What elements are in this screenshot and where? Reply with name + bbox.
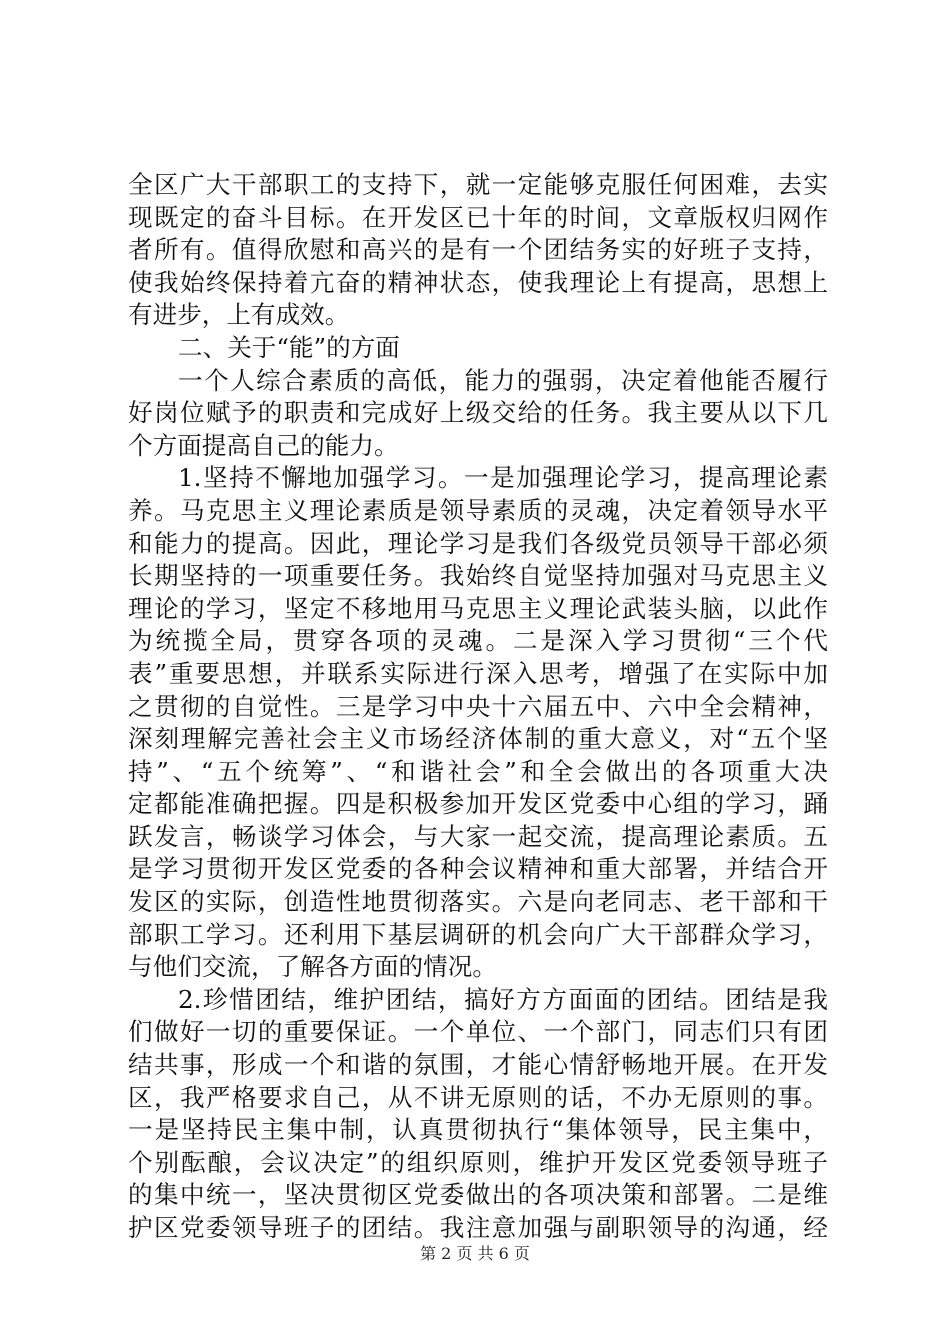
text-line: 现既定的奋斗目标。在开发区已十年的时间，文章版权归网作 bbox=[128, 202, 828, 232]
text-line: 发区的实际，创造性地贯彻落实。六是向老同志、老干部和干 bbox=[128, 887, 828, 917]
text-line: 长期坚持的一项重要任务。我始终自觉坚持加强对马克思主义 bbox=[128, 561, 828, 591]
body-text bbox=[128, 169, 828, 1245]
text-line: 和能力的提高。因此，理论学习是我们各级党员领导干部必须 bbox=[128, 528, 828, 558]
text-line: 者所有。值得欣慰和高兴的是有一个团结务实的好班子支持， bbox=[128, 235, 828, 265]
text-line: 1.坚持不懈地加强学习。一是加强理论学习，提高理论素 bbox=[178, 463, 828, 493]
text-line: 好岗位赋予的职责和完成好上级交给的任务。我主要从以下几 bbox=[128, 398, 828, 428]
text-line: 的集中统一，坚决贯彻区党委做出的各项决策和部署。二是维 bbox=[128, 1180, 828, 1210]
page-footer: 第 2 页 共 6 页 bbox=[420, 1244, 530, 1263]
text-line: 2.珍惜团结，维护团结，搞好方方面面的团结。团结是我 bbox=[178, 984, 828, 1014]
text-line: 二、关于“能”的方面 bbox=[178, 332, 400, 362]
text-line: 一是坚持民主集中制，认真贯彻执行“集体领导，民主集中， bbox=[128, 1115, 828, 1145]
text-line: 之贯彻的自觉性。三是学习中央十六届五中、六中全会精神， bbox=[128, 691, 828, 721]
text-line: 结共事，形成一个和谐的氛围，才能心情舒畅地开展。在开发 bbox=[128, 1050, 828, 1080]
text-line: 深刻理解完善社会主义市场经济体制的重大意义，对“五个坚 bbox=[128, 724, 828, 754]
text-line: 使我始终保持着亢奋的精神状态，使我理论上有提高，思想上 bbox=[128, 267, 828, 297]
text-line: 护区党委领导班子的团结。我注意加强与副职领导的沟通，经 bbox=[128, 1213, 828, 1242]
text-line: 定都能准确把握。四是积极参加开发区党委中心组的学习，踊 bbox=[128, 789, 828, 819]
text-line: 区，我严格要求自己，从不讲无原则的话，不办无原则的事。 bbox=[128, 1082, 828, 1112]
text-line: 个方面提高自己的能力。 bbox=[128, 430, 399, 460]
text-line: 理论的学习，坚定不移地用马克思主义理论武装头脑，以此作 bbox=[128, 593, 828, 623]
text-line: 有进步，上有成效。 bbox=[128, 300, 350, 330]
text-line: 是学习贯彻开发区党委的各种会议精神和重大部署，并结合开 bbox=[128, 854, 828, 884]
text-line: 们做好一切的重要保证。一个单位、一个部门，同志们只有团 bbox=[128, 1017, 828, 1047]
text-line: 养。马克思主义理论素质是领导素质的灵魂，决定着领导水平 bbox=[128, 495, 828, 525]
text-line: 表”重要思想，并联系实际进行深入思考，增强了在实际中加 bbox=[128, 658, 828, 688]
text-line: 持”、“五个统筹”、“和谐社会”和全会做出的各项重大决 bbox=[128, 756, 828, 786]
text-line: 与他们交流，了解各方面的情况。 bbox=[128, 952, 497, 982]
text-line: 部职工学习。还利用下基层调研的机会向广大干部群众学习， bbox=[128, 919, 828, 949]
text-line: 一个人综合素质的高低，能力的强弱，决定着他能否履行 bbox=[178, 365, 828, 395]
text-line: 跃发言，畅谈学习体会，与大家一起交流，提高理论素质。五 bbox=[128, 821, 828, 851]
text-line: 个别酝酿，会议决定”的组织原则，维护开发区党委领导班子 bbox=[128, 1147, 828, 1177]
text-line: 为统揽全局，贯穿各项的灵魂。二是深入学习贯彻“三个代 bbox=[128, 626, 828, 656]
text-line: 全区广大干部职工的支持下，就一定能够克服任何困难，去实 bbox=[128, 170, 828, 199]
